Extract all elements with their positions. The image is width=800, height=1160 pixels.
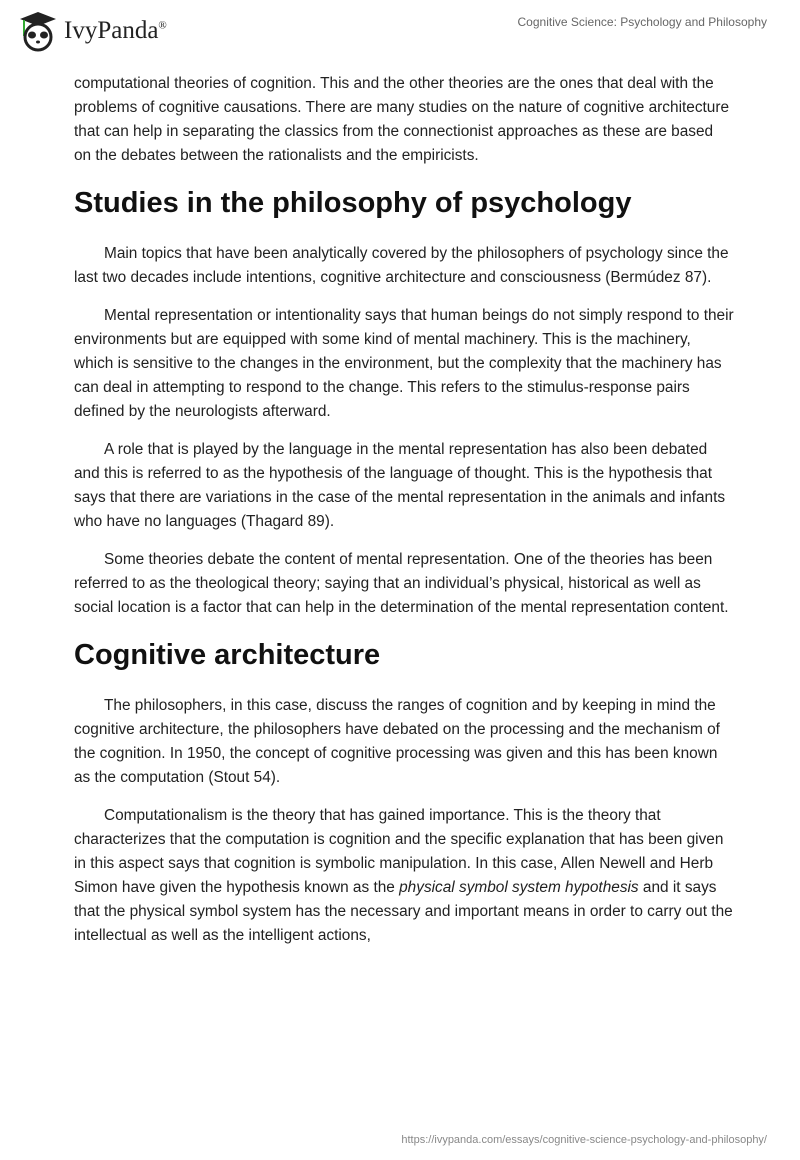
section-heading: Cognitive architecture bbox=[74, 639, 381, 671]
paragraph: Some theories debate the content of mental representation. One of the theories has been referred to as the theological theory; saying that an individual’s physical, historical as well as social location is a factor that can help in the determination of the mental representation content. bbox=[74, 551, 729, 616]
paragraph: computational theories of cognition. This and the other theories are the ones that deal with the problems of cognitive causations. There are many studies on the nature of cognitive architecture that can help in separating the classics from the connectionist approaches as these are based on the debates between the rationalists and the empiricists. bbox=[74, 75, 730, 164]
logo-text: IvyPanda® bbox=[64, 17, 167, 44]
paragraph: Mental representation or intentionality says that human beings do not simply respond to their environments but are equipped with some kind of mental machinery. This is the machinery, which is sensitive to the changes in the environment, but the complexity that the machinery has can deal in attempting to respond to the change. This refers to the stimulus-response pairs defined by the neurologists afterward. bbox=[74, 307, 734, 420]
paragraph: A role that is played by the language in the mental representation has also been debated and this is referred to as the hypothesis of the language of thought. This is the hypothesis that says that there are variations in the case of the mental representation in the animals and infants who have no languages (Thagard 89). bbox=[74, 441, 726, 530]
document-title: Cognitive Science: Psychology and Philosophy bbox=[517, 15, 767, 29]
paragraph: The philosophers, in this case, discuss the ranges of cognition and by keeping in mind the cognitive architecture, the philosophers have debated on the processing and the mechanism of the cognition. In 1950, the concept of cognitive processing was given and this has been known as the computation (Stout 54). bbox=[74, 697, 720, 786]
page-header bbox=[0, 0, 800, 60]
logo[interactable] bbox=[18, 10, 167, 52]
paragraph: Main topics that have been analytically covered by the philosophers of psychology since the last two decades include intentions, cognitive architecture and consciousness (Bermúdez 87). bbox=[74, 245, 729, 286]
paragraph: Computationalism is the theory that has gained importance. This is the theory that characterizes that the computation is cognition and the specific explanation that has been given in this aspect says that cognition is symbolic manipulation. In this case, Allen Newell and Herb Simon have given the hypothesis known as the physical symbol system hypothesis and it says that the physical symbol system has the necessary and important means in order to carry out the intellectual as well as the intelligent actions, bbox=[74, 807, 733, 944]
essay-content bbox=[74, 72, 734, 962]
source-url[interactable]: https://ivypanda.com/essays/cognitive-science-psychology-and-philosophy/ bbox=[401, 1134, 767, 1146]
section-heading: Studies in the philosophy of psychology bbox=[74, 187, 632, 219]
panda-logo-icon bbox=[18, 10, 58, 52]
